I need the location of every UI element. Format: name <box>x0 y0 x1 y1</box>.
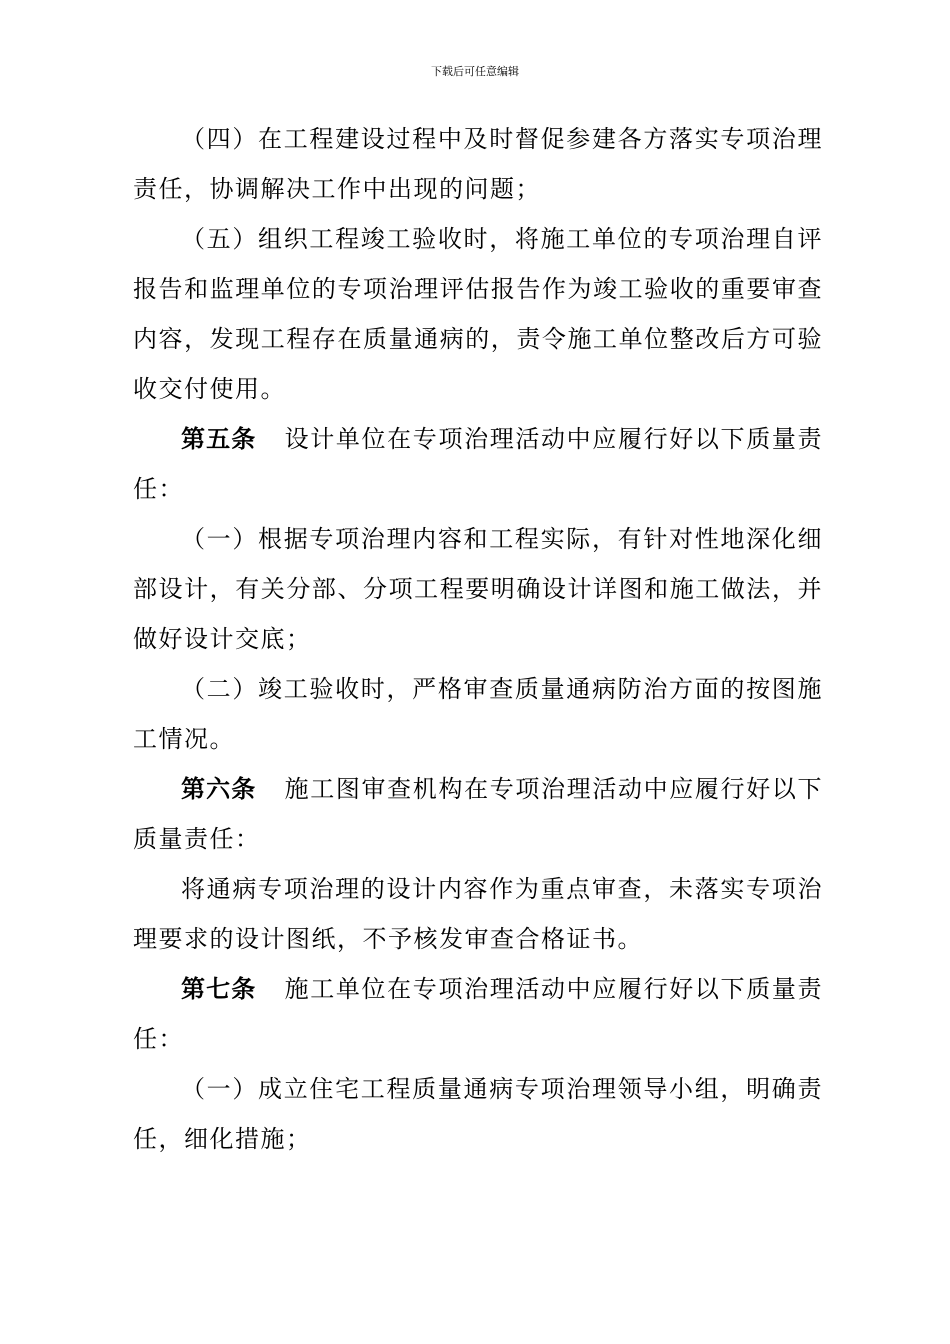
article-5 <box>133 414 823 514</box>
paragraph-text: 施工单位在专项治理活动中应履行好以下质量责任： <box>133 975 823 1053</box>
paragraph-9 <box>133 1064 823 1164</box>
paragraph-7 <box>133 864 823 964</box>
paragraph-text: 施工图审查机构在专项治理活动中应履行好以下质量责任： <box>133 775 823 853</box>
article-6 <box>133 764 823 864</box>
paragraph-text: 设计单位在专项治理活动中应履行好以下质量责任： <box>133 425 823 503</box>
paragraph-text: （五）组织工程竣工验收时，将施工单位的专项治理自评报告和监理单位的专项治理评估报告作为竣工验收的重要审查内容，发现工程存在质量通病的，责令施工单位整改后方可验收交付使用。 <box>133 225 823 403</box>
paragraph-4 <box>133 514 823 664</box>
page-header: 下载后可任意编辑 <box>431 65 519 78</box>
paragraph-text: （一）根据专项治理内容和工程实际，有针对性地深化细部设计，有关分部、分项工程要明确设计详图和施工做法，并做好设计交底； <box>133 525 823 653</box>
paragraph-1 <box>133 114 823 214</box>
article-number: 第七条 <box>181 974 257 1003</box>
document-body <box>133 114 823 1164</box>
paragraph-5 <box>133 664 823 764</box>
article-number: 第五条 <box>181 424 257 453</box>
paragraph-text: （二）竣工验收时，严格审查质量通病防治方面的按图施工情况。 <box>133 675 823 753</box>
paragraph-2 <box>133 214 823 414</box>
article-7 <box>133 964 823 1064</box>
paragraph-text: （一）成立住宅工程质量通病专项治理领导小组，明确责任，细化措施； <box>133 1075 823 1153</box>
paragraph-text: （四）在工程建设过程中及时督促参建各方落实专项治理责任，协调解决工作中出现的问题； <box>133 125 823 203</box>
paragraph-text: 将通病专项治理的设计内容作为重点审查，未落实专项治理要求的设计图纸，不予核发审查合格证书。 <box>133 875 823 953</box>
article-number: 第六条 <box>181 774 257 803</box>
